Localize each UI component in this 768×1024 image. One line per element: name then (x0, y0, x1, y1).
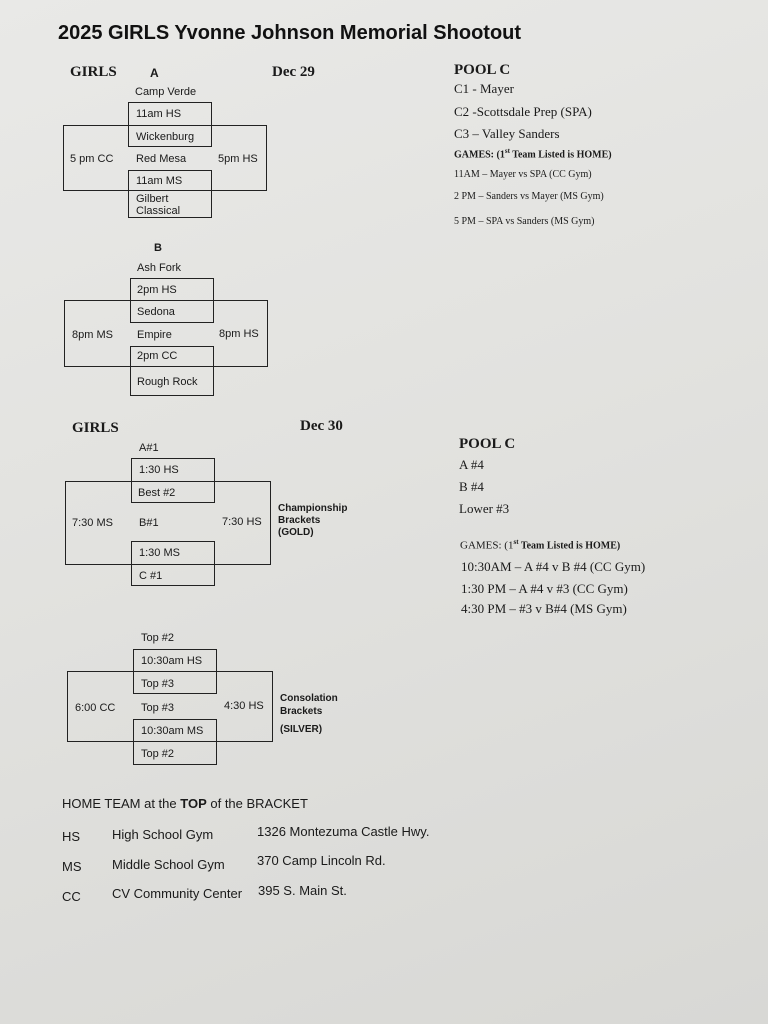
pool-c-dec30-game-2: 1:30 PM – A #4 v #3 (CC Gym) (461, 581, 628, 596)
bracket-b-center-team: Empire (137, 329, 172, 341)
consolation-center-team: Top #3 (141, 702, 175, 714)
date-dec29: Dec 29 (272, 64, 315, 80)
pool-c-dec30-team-1: A #4 (459, 457, 484, 472)
bracket-a-center-team: Red Mesa (136, 153, 187, 165)
bracket-b-left-time: 8pm MS (72, 329, 113, 341)
pool-c-dec29-team-1: C1 - Mayer (454, 81, 514, 96)
location-address-hs: 1326 Montezuma Castle Hwy. (257, 824, 430, 839)
pool-c-dec30-title: POOL C (459, 436, 516, 452)
championship-game1-team: Best #2 (138, 487, 176, 499)
home-team-note (62, 796, 308, 811)
championship-label-line1: Championship (278, 503, 348, 514)
home-note-post: of the BRACKET (206, 796, 308, 811)
consolation-label-line3: (SILVER) (280, 724, 323, 735)
consolation-game2-time: 10:30am MS (141, 725, 204, 737)
bracket-b-label: B (154, 242, 162, 254)
pool-c-dec29-team-3: C3 – Valley Sanders (454, 126, 560, 141)
location-code-ms: MS (62, 859, 82, 874)
pool-c-dec30-game-3: 4:30 PM – #3 v B#4 (MS Gym) (461, 601, 627, 616)
pool-c-dec29-title: POOL C (454, 62, 511, 78)
consolation-game1-team: Top #3 (141, 678, 175, 690)
bracket-a-game2-time: 11am MS (136, 175, 183, 187)
location-code-hs: HS (62, 829, 81, 844)
bracket-b-game2-time: 2pm CC (137, 350, 178, 362)
championship-label-line3: (GOLD) (278, 527, 314, 538)
pool-c-dec30-game-1: 10:30AM – A #4 v B #4 (CC Gym) (461, 559, 646, 574)
bracket-a-left-time: 5 pm CC (70, 153, 114, 165)
championship-game2-team: C #1 (139, 570, 163, 582)
bracket-a-game2-team-line2: Classical (136, 205, 181, 217)
pool-c-dec30-team-2: B #4 (459, 479, 484, 494)
consolation-right-time: 4:30 HS (224, 700, 264, 712)
bracket-b-game1-time: 2pm HS (137, 284, 177, 296)
championship-left-time: 7:30 MS (72, 517, 113, 529)
consolation-left-time: 6:00 CC (75, 702, 116, 714)
location-address-cc: 395 S. Main St. (258, 883, 347, 898)
pool-c-dec29-game-3: 5 PM – SPA vs Sanders (MS Gym) (454, 216, 595, 227)
bracket-a-game2-team-line1: Gilbert (136, 193, 169, 205)
location-address-ms: 370 Camp Lincoln Rd. (257, 853, 386, 868)
pool-c-dec29-team-2: C2 -Scottsdale Prep (SPA) (454, 104, 592, 119)
championship-label-line2: Brackets (278, 515, 321, 526)
consolation-label-line1: Consolation (280, 693, 338, 704)
pool-c-dec29-games-label (454, 147, 612, 160)
bracket-a-top-team: Camp Verde (135, 86, 197, 98)
games-label-main: GAMES: (1 (454, 149, 505, 161)
bracket-b-game2-team: Rough Rock (137, 376, 198, 388)
consolation-label-line2: Brackets (280, 706, 323, 717)
bracket-a-game1-team: Wickenburg (136, 131, 195, 143)
bracket-a-game1-time: 11am HS (136, 108, 182, 120)
bracket-b-right-time: 8pm HS (219, 328, 259, 340)
pool-c-dec30-games-label (460, 538, 620, 552)
location-name-ms: Middle School Gym (112, 857, 225, 872)
consolation-game1-time: 10:30am HS (141, 655, 203, 667)
bracket-b-game1-team: Sedona (137, 306, 175, 318)
consolation-game2-team: Top #2 (141, 748, 175, 760)
bracket-b-top-team: Ash Fork (137, 262, 182, 274)
girls-heading-dec29: GIRLS (70, 64, 117, 80)
location-name-cc: CV Community Center (112, 886, 243, 901)
home-note-bold: TOP (180, 796, 207, 811)
games-label-rest: Team Listed is HOME) (509, 149, 612, 161)
location-code-cc: CC (62, 889, 81, 904)
bracket-a-right-time: 5pm HS (218, 153, 258, 165)
page-title: 2025 GIRLS Yvonne Johnson Memorial Shootout (58, 22, 522, 44)
championship-center-team: B#1 (139, 517, 159, 529)
championship-right-time: 7:30 HS (222, 516, 262, 528)
pool-c-dec30-team-3: Lower #3 (459, 501, 510, 516)
championship-game2-time: 1:30 MS (139, 547, 180, 559)
games-label-sup: st (513, 538, 519, 546)
consolation-top-team: Top #2 (141, 632, 175, 644)
bracket-a-label: A (150, 66, 159, 80)
location-name-hs: High School Gym (112, 827, 214, 842)
date-dec30: Dec 30 (300, 418, 343, 434)
games-label-rest: Team Listed is HOME) (518, 540, 621, 552)
girls-heading-dec30: GIRLS (72, 420, 119, 436)
games-label-sup: st (504, 147, 510, 155)
games-label-main: GAMES: (1 (460, 539, 514, 552)
home-note-pre: HOME TEAM at the (62, 796, 181, 811)
championship-top-team: A#1 (139, 442, 159, 454)
pool-c-dec29-game-2: 2 PM – Sanders vs Mayer (MS Gym) (454, 191, 604, 202)
championship-game1-time: 1:30 HS (139, 464, 179, 476)
pool-c-dec29-game-1: 11AM – Mayer vs SPA (CC Gym) (454, 169, 592, 180)
